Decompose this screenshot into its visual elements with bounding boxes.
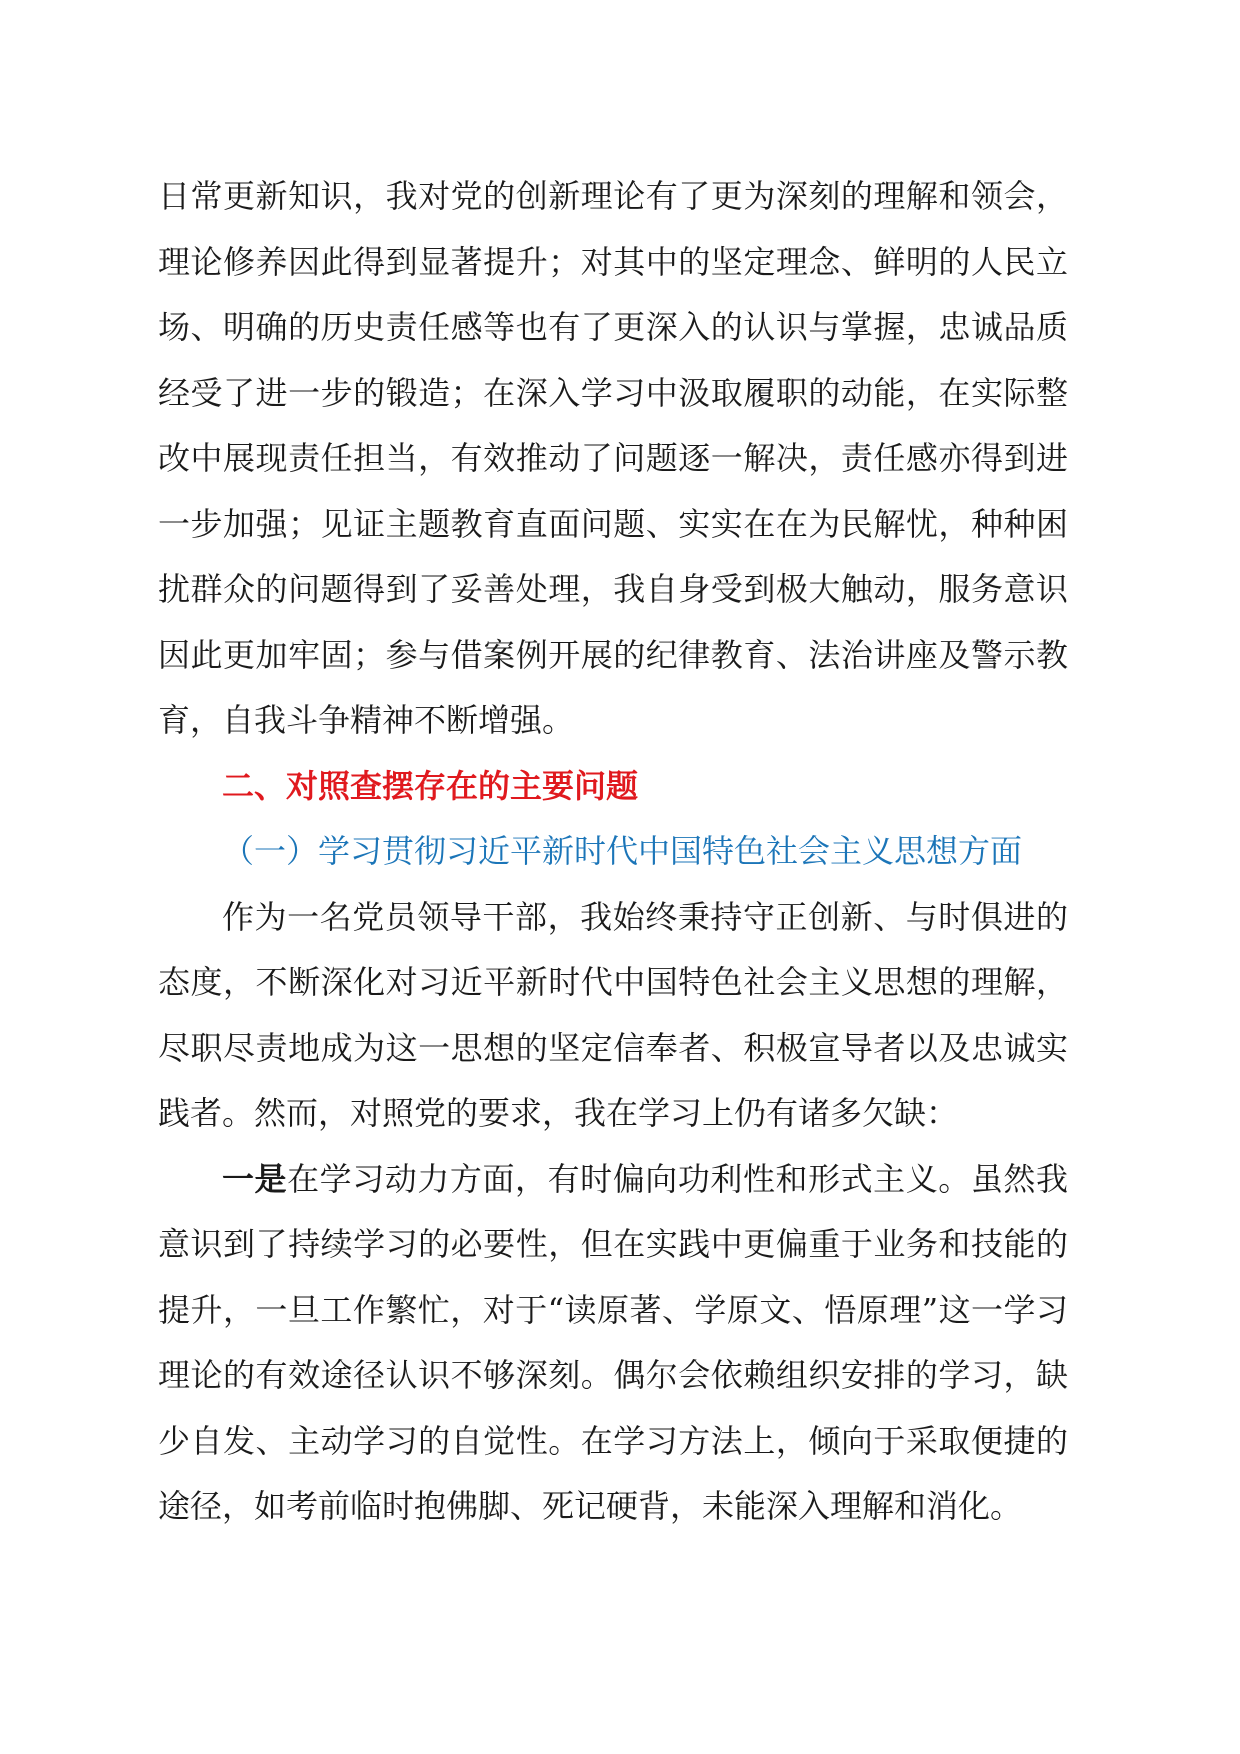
subsection-heading: （一）学习贯彻习近平新时代中国特色社会主义思想方面 — [222, 832, 1023, 870]
point-one-paragraph — [158, 1147, 1068, 1540]
intro-paragraph: 作为一名党员领导干部，我始终秉持守正创新、与时俱进的态度，不断深化对习近平新时代中国特色社会主义思想的理解，尽职尽责地成为这一思想的坚定信奉者、积极宣导者以及忠诚实践者。然而，对照党的要求，我在学习上仍有诸多欠缺： — [158, 897, 1068, 1132]
point-one-lead: 一是 — [222, 1159, 288, 1198]
point-one-text: 在学习动力方面，有时偏向功利性和形式主义。虽然我意识到了持续学习的必要性，但在实践中更偏重于业务和技能的提升，一旦工作繁忙，对于“读原著、学原文、悟原理”这一学习理论的有效途径认识不够深刻。偶尔会依赖组织安排的学习，缺少自发、主动学习的自觉性。在学习方法上，倾向于采取便捷的途径，如考前临时抱佛脚、死记硬背，未能深入理解和消化。 — [158, 1159, 1068, 1525]
section-heading: 二、对照查摆存在的主要问题 — [222, 766, 639, 805]
document-body — [158, 164, 1068, 1540]
continued-paragraph: 日常更新知识，我对党的创新理论有了更为深刻的理解和领会，理论修养因此得到显著提升；对其中的坚定理念、鲜明的人民立场、明确的历史责任感等也有了更深入的认识与掌握，忠诚品质经受了进一步的锻造；在深入学习中汲取履职的动能，在实际整改中展现责任担当，有效推动了问题逐一解决，责任感亦得到进一步加强；见证主题教育直面问题、实实在在为民解忧，种种困扰群众的问题得到了妥善处理，我自身受到极大触动，服务意识因此更加牢固；参与借案例开展的纪律教育、法治讲座及警示教育，自我斗争精神不断增强。 — [158, 177, 1068, 739]
